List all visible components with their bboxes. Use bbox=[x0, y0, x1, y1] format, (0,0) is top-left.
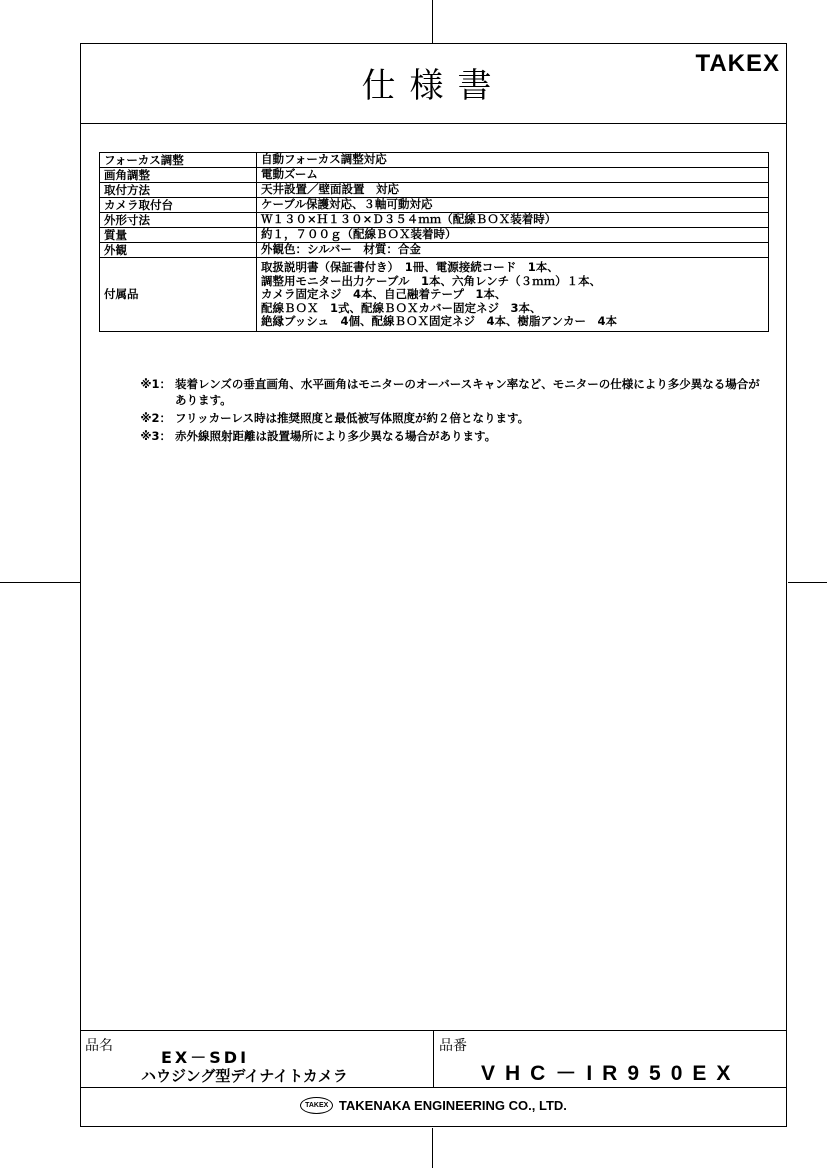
table-row bbox=[100, 168, 769, 183]
spec-value: ケーブル保護対応、３軸可動対応 bbox=[257, 198, 769, 213]
spec-value: 約１，７００ｇ（配線ＢＯＸ装着時） bbox=[257, 228, 769, 243]
spec-label: 質量 bbox=[100, 228, 257, 243]
table-row bbox=[100, 183, 769, 198]
page-title: 仕様書 bbox=[361, 66, 506, 106]
footnote bbox=[125, 428, 765, 444]
spec-label: フォーカス調整 bbox=[100, 153, 257, 168]
spec-value: 天井設置／壁面設置 対応 bbox=[257, 183, 769, 198]
product-name-code: EX－SDI bbox=[161, 1048, 250, 1067]
crop-mark-top bbox=[432, 0, 433, 44]
footnote-text: 装着レンズの垂直画角、水平画角はモニターのオーバースキャン率など、モニターの仕様により多少異なる場合があります。 bbox=[175, 377, 760, 407]
content-area bbox=[81, 124, 786, 1030]
product-name-description: ハウジング型デイナイトカメラ bbox=[141, 1067, 348, 1085]
crop-mark-bottom bbox=[432, 1128, 433, 1168]
product-name-label: 品名 bbox=[85, 1038, 113, 1054]
product-info-row bbox=[81, 1030, 786, 1088]
footnote-mark: ※2： bbox=[140, 411, 171, 425]
company-footer bbox=[81, 1086, 786, 1126]
footnote-mark: ※3： bbox=[140, 429, 171, 443]
footnote-mark: ※1： bbox=[140, 377, 171, 391]
spec-label: 外形寸法 bbox=[100, 213, 257, 228]
table-row bbox=[100, 228, 769, 243]
footnote-text: 赤外線照射距離は設置場所により多少異なる場合があります。 bbox=[175, 429, 497, 443]
spec-value: 取扱説明書（保証書付き） 1冊、電源接続コード 1本、 調整用モニター出力ケーブル 1本、六角レンチ（３ｍｍ）１本、 カメラ固定ネジ 4本、自己融着テープ 1本、 配線ＢＯＸ 1式、配線ＢＯＸカバー固定ネジ 3本、 絶縁ブッシュ 4個、配線ＢＯＸ固定ネジ 4本、樹脂アンカー 4本 bbox=[257, 258, 769, 332]
company-logo: TAKEX bbox=[300, 1097, 333, 1114]
crop-mark-right bbox=[788, 582, 827, 583]
table-row bbox=[100, 198, 769, 213]
spec-table bbox=[99, 152, 769, 332]
spec-label: 画角調整 bbox=[100, 168, 257, 183]
spec-value: 電動ズーム bbox=[257, 168, 769, 183]
spec-label: 外観 bbox=[100, 243, 257, 258]
product-number: VHC－IR950EX bbox=[481, 1062, 741, 1085]
company-line bbox=[81, 1097, 786, 1114]
table-row bbox=[100, 153, 769, 168]
spec-value: 外観色：シルバー 材質：合金 bbox=[257, 243, 769, 258]
product-number-label: 品番 bbox=[439, 1038, 467, 1054]
spec-label: 付属品 bbox=[100, 258, 257, 332]
footnote bbox=[125, 410, 765, 426]
title-row bbox=[81, 44, 786, 124]
crop-mark-left bbox=[0, 582, 80, 583]
spec-sheet bbox=[80, 43, 787, 1127]
spec-value: 自動フォーカス調整対応 bbox=[257, 153, 769, 168]
spec-label: カメラ取付台 bbox=[100, 198, 257, 213]
footnote bbox=[125, 376, 765, 408]
company-name: TAKENAKA ENGINEERING CO., LTD. bbox=[338, 1098, 567, 1114]
spec-value: Ｗ１３０×Ｈ１３０×Ｄ３５４ｍｍ（配線ＢＯＸ装着時） bbox=[257, 213, 769, 228]
table-row bbox=[100, 213, 769, 228]
footnotes bbox=[125, 376, 765, 446]
column-divider bbox=[433, 1031, 434, 1087]
footnote-text: フリッカーレス時は推奨照度と最低被写体照度が約２倍となります。 bbox=[175, 411, 530, 425]
table-row bbox=[100, 258, 769, 332]
brand-logo: TAKEX bbox=[695, 50, 780, 77]
table-row bbox=[100, 243, 769, 258]
spec-label: 取付方法 bbox=[100, 183, 257, 198]
